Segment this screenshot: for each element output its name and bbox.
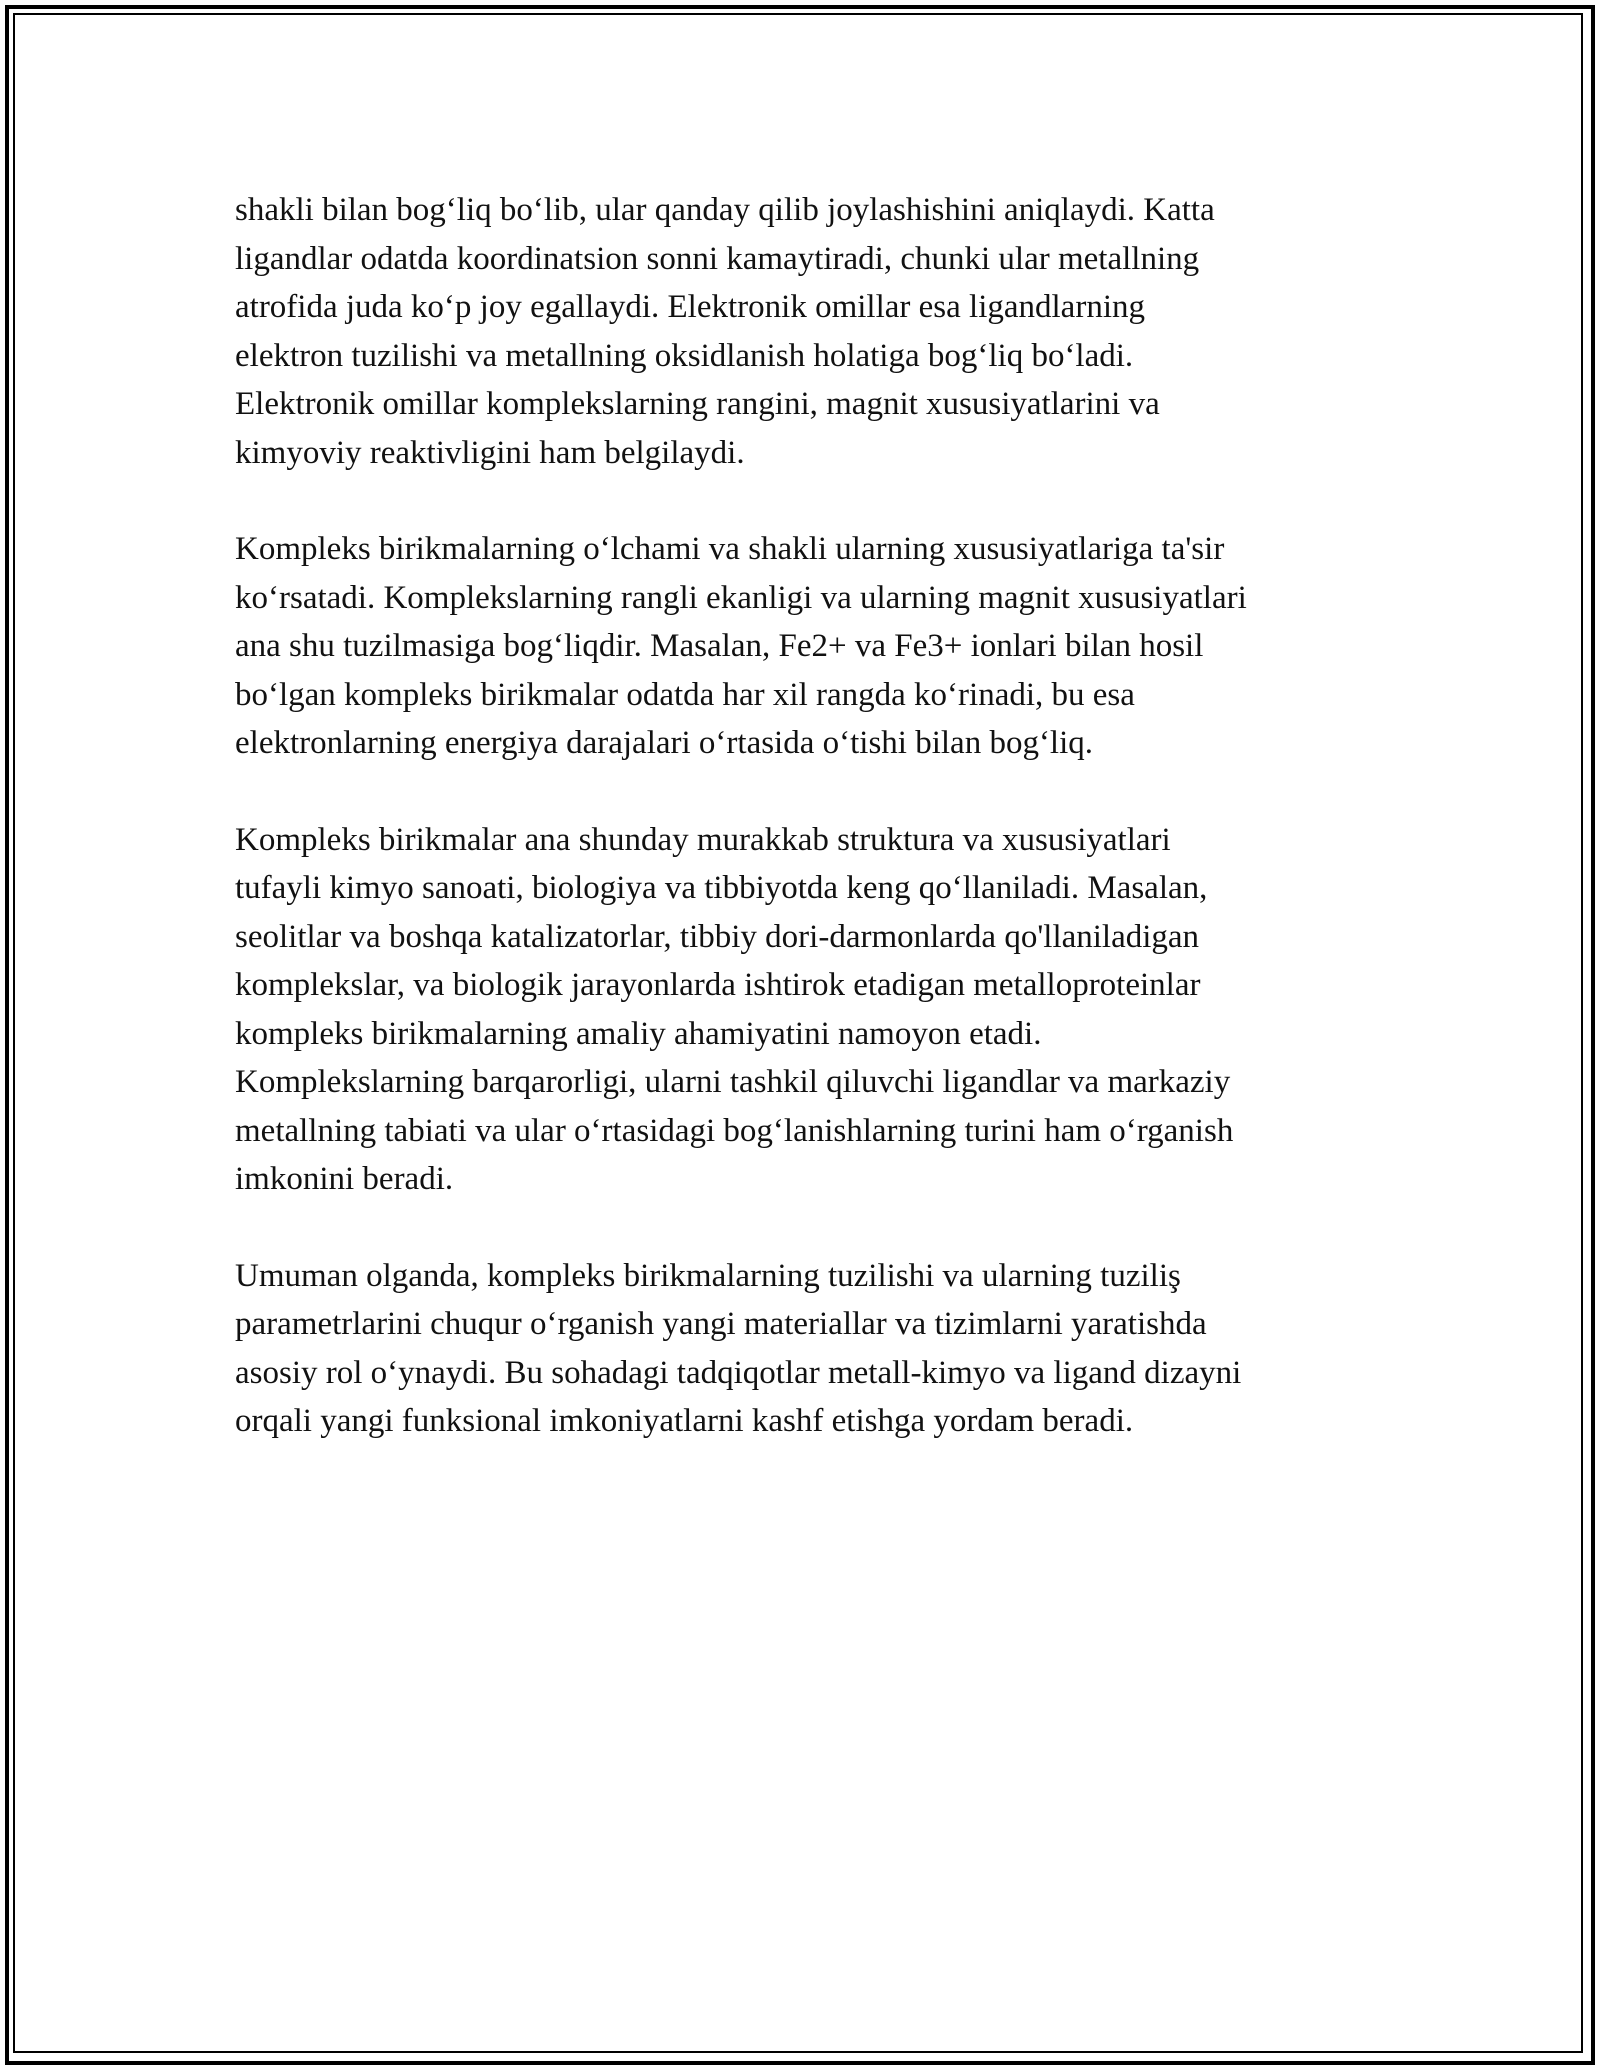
- text-line: shakli bilan bogʻliq boʻlib, ular qanday qilib joylashishini aniqlaydi. Katta: [235, 192, 1215, 228]
- text-line: seolitlar va boshqa katalizatorlar, tibbiy dori-darmonlarda qo'llaniladigan: [235, 918, 1200, 955]
- text-line: atrofida juda koʻp joy egallaydi. Elektronik omillar esa ligandlarning: [235, 289, 1145, 325]
- text-line: ligandlar odatda koordinatsion sonni kamaytiradi, chunki ular metallning: [235, 240, 1200, 277]
- text-line: Kompleks birikmalar ana shunday murakkab struktura va xususiyatlari: [235, 821, 1171, 858]
- text-line: elektron tuzilishi va metallning oksidlanish holatiga bogʻliq boʻladi.: [235, 337, 1134, 374]
- text-line: Komplekslarning barqarorligi, ularni tashkil qiluvchi ligandlar va markaziy: [235, 1064, 1231, 1100]
- paragraph-4: [235, 1252, 1370, 1446]
- paragraph-1: [235, 186, 1370, 477]
- text-line: tufayli kimyo sanoati, biologiya va tibbiyotda keng qoʻllaniladi. Masalan,: [235, 870, 1208, 906]
- document-body: [235, 186, 1370, 1494]
- text-line: kompleks birikmalarning amaliy ahamiyatini namoyon etadi.: [235, 1015, 1042, 1052]
- text-line: asosiy rol oʻynaydi. Bu sohadagi tadqiqotlar metall-kimyo va ligand dizayni: [235, 1354, 1242, 1391]
- text-line: koʻrsatadi. Komplekslarning rangli ekanligi va ularning magnit xususiyatlari: [235, 579, 1247, 616]
- text-line: Elektronik omillar komplekslarning rangini, magnit xususiyatlarini va: [235, 386, 1160, 422]
- text-line: imkonini beradi.: [235, 1161, 454, 1197]
- text-line: kimyoviy reaktivligini ham belgilaydi.: [235, 434, 745, 471]
- text-line: boʻlgan kompleks birikmalar odatda har xil rangda koʻrinadi, bu esa: [235, 676, 1135, 713]
- paragraph-2: [235, 525, 1370, 768]
- text-line: ana shu tuzilmasiga bogʻliqdir. Masalan, Fe2+ va Fe3+ ionlari bilan hosil: [235, 628, 1204, 664]
- text-line: elektronlarning energiya darajalari oʻrtasida oʻtishi bilan bogʻliq.: [235, 725, 1094, 761]
- text-line: Kompleks birikmalarning oʻlchami va shakli ularning xususiyatlariga ta'sir: [235, 531, 1225, 567]
- text-line: metallning tabiati va ular oʻrtasidagi bogʻlanishlarning turini ham oʻrganish: [235, 1112, 1234, 1149]
- text-line: parametrlarini chuqur oʻrganish yangi materiallar va tizimlarni yaratishda: [235, 1306, 1207, 1342]
- text-line: orqali yangi funksional imkoniyatlarni kashf etishga yordam beradi.: [235, 1403, 1134, 1439]
- text-line: Umuman olganda, kompleks birikmalarning tuzilishi va ularning tuziliş: [235, 1257, 1181, 1294]
- paragraph-3: [235, 816, 1370, 1204]
- text-line: komplekslar, va biologik jarayonlarda ishtirok etadigan metalloproteinlar: [235, 967, 1201, 1003]
